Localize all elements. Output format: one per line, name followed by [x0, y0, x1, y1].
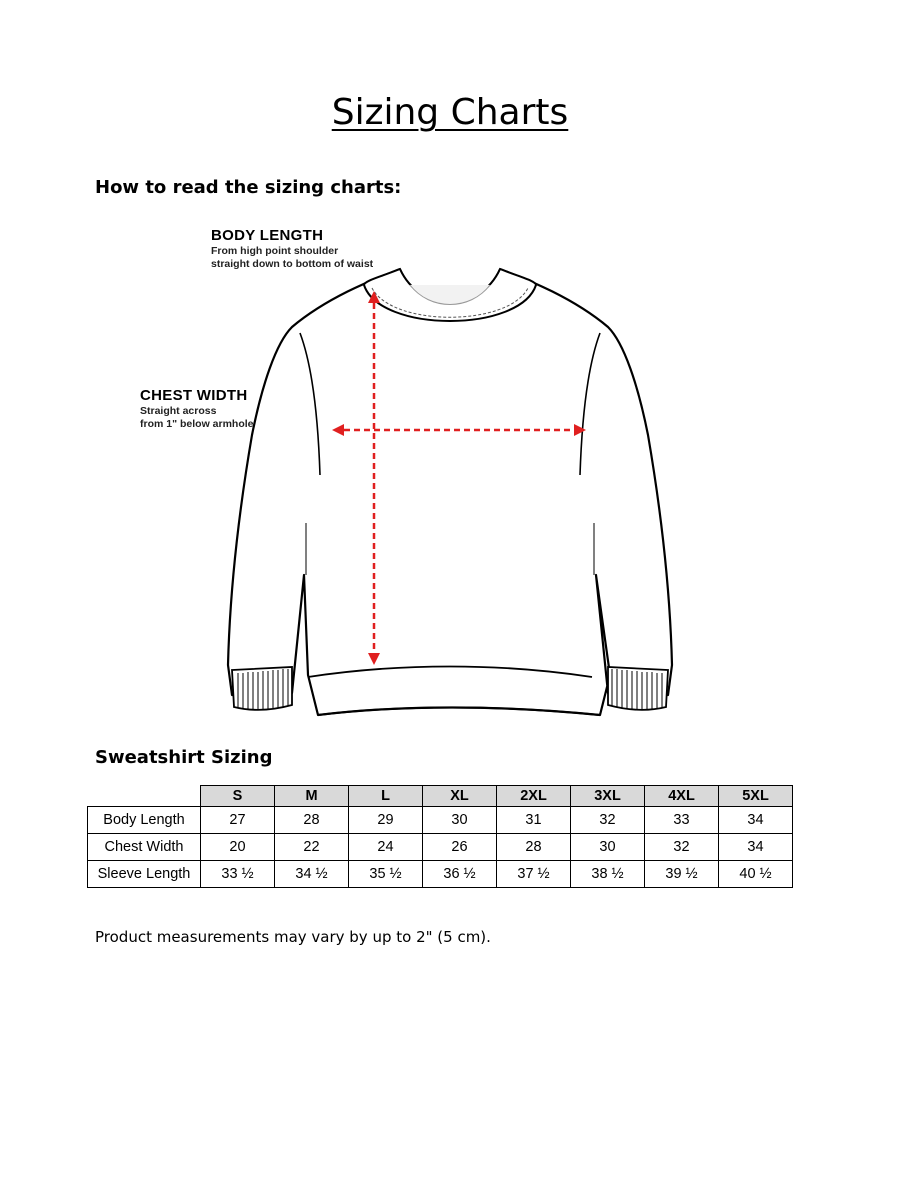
table-cell: 22 — [275, 834, 349, 861]
size-header-row — [88, 786, 793, 807]
table-corner — [88, 786, 201, 807]
table-cell: 28 — [497, 834, 571, 861]
chest-width-desc-2: from 1" below armhole — [140, 418, 254, 430]
table-cell: 34 — [719, 834, 793, 861]
table-cell: 32 — [571, 807, 645, 834]
size-header: XL — [423, 786, 497, 807]
row-label: Sleeve Length — [88, 861, 201, 888]
table-cell: 39 ½ — [645, 861, 719, 888]
table-row-body-length — [88, 807, 793, 834]
table-cell: 33 — [645, 807, 719, 834]
table-cell: 31 — [497, 807, 571, 834]
table-cell: 24 — [349, 834, 423, 861]
table-cell: 35 ½ — [349, 861, 423, 888]
row-label: Body Length — [88, 807, 201, 834]
sweatshirt-illustration — [0, 215, 900, 735]
size-header: S — [201, 786, 275, 807]
table-cell: 38 ½ — [571, 861, 645, 888]
sweatshirt-sizing-heading: Sweatshirt Sizing — [95, 747, 273, 768]
table-cell: 27 — [201, 807, 275, 834]
page-title: Sizing Charts — [331, 92, 569, 133]
table-cell: 37 ½ — [497, 861, 571, 888]
size-header: M — [275, 786, 349, 807]
table-cell: 30 — [571, 834, 645, 861]
size-header: 2XL — [497, 786, 571, 807]
table-cell: 36 ½ — [423, 861, 497, 888]
table-cell: 29 — [349, 807, 423, 834]
measurement-note: Product measurements may vary by up to 2" (5 cm). — [95, 928, 491, 946]
table-cell: 34 ½ — [275, 861, 349, 888]
size-header: L — [349, 786, 423, 807]
table-row-chest-width — [88, 834, 793, 861]
size-header: 3XL — [571, 786, 645, 807]
sizing-table — [87, 785, 793, 888]
table-cell: 30 — [423, 807, 497, 834]
row-label: Chest Width — [88, 834, 201, 861]
table-cell: 34 — [719, 807, 793, 834]
table-cell: 26 — [423, 834, 497, 861]
chest-width-desc-1: Straight across — [140, 405, 217, 417]
table-cell: 33 ½ — [201, 861, 275, 888]
body-length-desc-1: From high point shoulder — [211, 245, 339, 257]
body-length-label: BODY LENGTH — [211, 227, 324, 244]
table-cell: 32 — [645, 834, 719, 861]
table-cell: 40 ½ — [719, 861, 793, 888]
table-row-sleeve-length — [88, 861, 793, 888]
sweatshirt-diagram — [0, 215, 900, 735]
howto-heading: How to read the sizing charts: — [95, 177, 402, 198]
table-cell: 20 — [201, 834, 275, 861]
body-length-desc-2: straight down to bottom of waist — [211, 258, 374, 270]
chest-width-label: CHEST WIDTH — [140, 387, 248, 404]
table-cell: 28 — [275, 807, 349, 834]
size-header: 5XL — [719, 786, 793, 807]
size-header: 4XL — [645, 786, 719, 807]
